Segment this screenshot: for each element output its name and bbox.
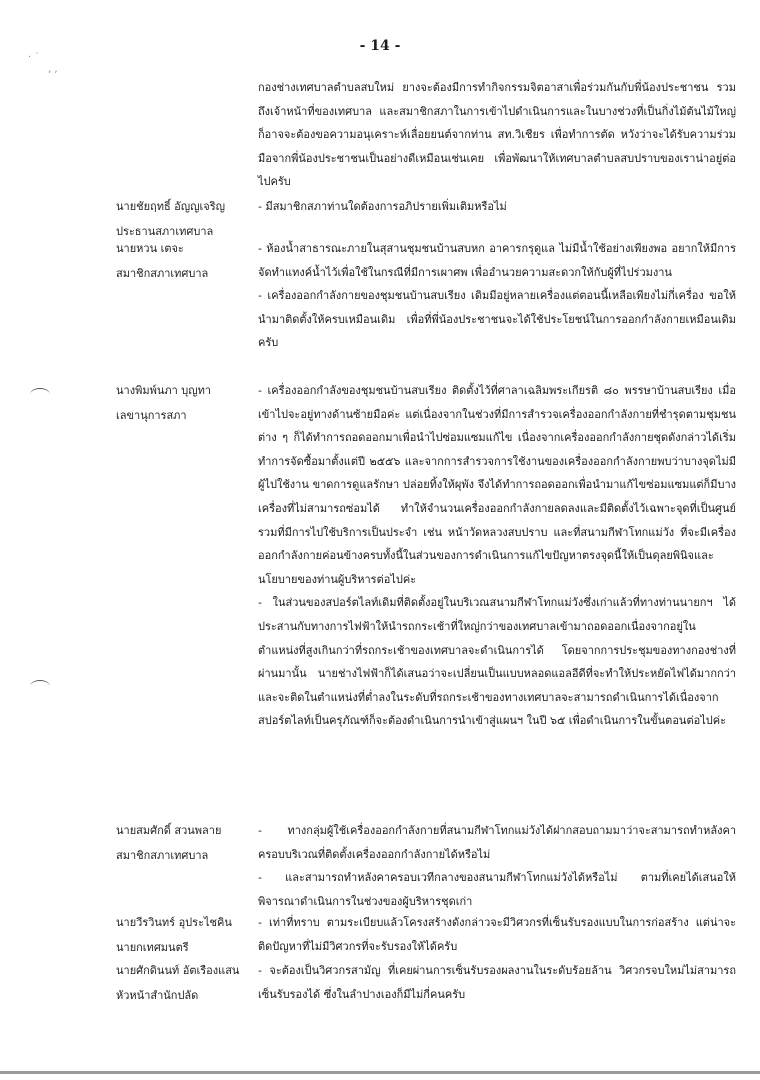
speaker-role: นายกเทศมนตรี (116, 941, 189, 954)
speaker-block (116, 958, 266, 1008)
speaker-name: นายหวน เตจะ (116, 242, 184, 255)
paragraph: - เครื่องออกกำลังกายของชุมชนบ้านสบเรียง เดิมมีอยู่หลายเครื่องแต่ตอนนี้เหลือเพียงไม่กี่เครื่อง ขอให้นำมาติดตั้งให้ครบเหมือนเดิม เพื่อที่พี่น้องประชาชนจะได้ใช้ประโยชน์ในการออกกำลังกายเหมือนเดิมครับ (258, 289, 736, 350)
entry-body (258, 76, 736, 194)
speaker-role: สมาชิกสภาเทศบาล (116, 849, 209, 862)
speaker-block (116, 236, 266, 286)
paragraph: - ในส่วนของสปอร์ตไลท์เดิมที่ติดตั้งอยู่ในบริเวณสนามกีฬาโทกแม่วังซึ่งเก่าแล้วที่ทางท่านนายกฯ ได้ประสานกับทางการไฟฟ้าให้นำรถกระเช้าที่ใหญ่กว่าของเทศบาลเข้ามาถอดออกเนื่องจากอยู่ในตำแหน่งที่สูงเกินกว่าที่รถกระเช้าของเทศบาลจะดำเนินการได้ โดยจากการประชุมของทางกองช่างที่ผ่านมานั้น นายช่างไฟฟ้าก็ได้เสนอว่าจะเปลี่ยนเป็นแบบหลอดแอลอีดีที่จะทำให้ประหยัดไฟได้มากกว่าและจะติดในตำแหน่งที่ต่ำลงในระดับที่รถกระเช้าของทางเทศบาลจะสามารถดำเนินการได้เนื่องจากสปอร์ตไลท์เป็นครุภัณฑ์ก็จะต้องดำเนินการนำเข้าสู่แผนฯ ในปี ๖๕ เพื่อดำเนินการในขั้นตอนต่อไปค่ะ (258, 596, 736, 728)
scan-edge (0, 1071, 760, 1074)
speaker-block (116, 378, 266, 428)
paragraph: กองช่างเทศบาลตำบลสบใหม่ ยางจะต้องมีการทำกิจกรรมจิตอาสาเพื่อร่วมกันกับพี่น้องประชาชน รวมถึงเจ้าหน้าที่ของเทศบาล และสมาชิกสภาในการเข้าไปดำเนินการและในบางช่วงที่เป็นกิ่งไม้ต้นไม้ใหญ่ก็อาจจะต้องขอความอนุเคราะห์เลื่อยยนต์จากท่าน สท.วิเชียร เพื่อทำการตัด หวังว่าจะได้รับความร่วมมือจากพี่น้องประชาชนเป็นอย่างดีเหมือนเช่นเคย เพื่อพัฒนาให้เทศบาลตำบลสบปราบของเราน่าอยู่ต่อไปครับ (258, 81, 736, 189)
entry-body (258, 819, 736, 913)
speaker-role: สมาชิกสภาเทศบาล (116, 267, 209, 280)
paragraph: - เท่าที่ทราบ ตามระเบียบแล้วโครงสร้างดังกล่าวจะมีวิศวกรที่เซ็นรับรองแบบในการก่อสร้าง แต่น่าจะติดปัญหาที่ไม่มีวิศวกรที่จะรับรองให้ได้ครับ (258, 916, 736, 953)
scan-speck: · ˙ (28, 52, 40, 63)
speaker-name: นางพิมพ์นภา บุญทา (116, 384, 212, 397)
margin-mark (30, 680, 50, 693)
entry-body (258, 911, 736, 958)
paragraph: - ห้องน้ำสาธารณะภายในสุสานชุมชนบ้านสบหก อาคารกรุดูแล ไม่มีน้ำใช้อย่างเพียงพอ อยากให้มีการจัดทำแทงค์น้ำไว้เพื่อใช้ในกรณีที่มีการเผาศพ เพื่ออำนวยความสะดวกให้กับผู้ที่ไปร่วมงาน (258, 242, 736, 279)
page-number: - 14 - (359, 38, 401, 54)
speaker-name: นายชัยฤทธิ์ อัญญเจริญ (116, 200, 226, 213)
paragraph: - มีสมาชิกสภาท่านใดต้องการอภิปรายเพิ่มเติมหรือไม่ (258, 200, 507, 213)
paragraph: - เครื่องออกกำลังของชุมชนบ้านสบเรียง ติดตั้งไว้ที่ศาลาเฉลิมพระเกียรติ ๘๐ พรรษาบ้านสบเรียง เมื่อเข้าไปจะอยู่ทางด้านซ้ายมือค่ะ แต่เนื่องจากในช่วงที่มีการสำรวจเครื่องออกกำลังกายที่ชำรุดตามชุมชนต่าง ๆ ก็ได้ทำการถอดออกมาเพื่อนำไปซ่อมแซมแก้ไข เนื่องจากเครื่องออกกำลังกายชุดดังกล่าวได้เริ่มทำการจัดซื้อมาตั้งแต่ปี ๒๕๕๖ และจากการสำรวจการใช้งานของเครื่องออกกำลังกายพบว่าบางจุดไม่มีผู้ไปใช้งาน ขาดการดูแลรักษา ปล่อยทิ้งให้ผุพัง จึงได้ทำการถอดออกเพื่อนำมาแก้ไขซ่อมแซมแต่ก็มีบางเครื่องที่ไม่สามารถซ่อมได้ ทำให้จำนวนเครื่องออกกำลังกายลดลงและมีติดตั้งไว้เฉพาะจุดที่เป็นศูนย์รวมที่มีการไปใช้บริการเป็นประจำ เช่น หน้าวัดหลวงสบปราบ และที่สนามกีฬาโทกแม่วัง ที่จะมีเครื่องออกกำลังกายค่อนข้างครบทั้งนี้ในส่วนของการดำเนินการแก้ไขปัญหาตรงจุดนี้ให้เป็นดุลยพินิจและนโยบายของท่านผู้บริหารต่อไปค่ะ (258, 384, 736, 586)
paragraph: - ทางกลุ่มผู้ใช้เครื่องออกกำลังกายที่สนามกีฬาโทกแม่วังได้ฝากสอบถามมาว่าจะสามารถทำหลังคาครอบบริเวณที่ติดตั้งเครื่องออกกำลังกายได้หรือไม่ (258, 824, 736, 861)
entry-body (258, 959, 736, 1006)
margin-mark (30, 388, 50, 401)
speaker-block (116, 910, 266, 960)
speaker-role: หัวหน้าสำนักปลัด (116, 989, 199, 1002)
speaker-name: นายศักดินนท์ อัตเรืองแสน (116, 964, 240, 977)
speaker-role: เลขานุการสภา (116, 409, 187, 422)
speaker-role: ประธานสภาเทศบาล (116, 225, 214, 238)
scan-speck: , , (48, 64, 58, 75)
speaker-block (116, 818, 266, 868)
entry-body (258, 237, 736, 355)
speaker-name: นายสมศักดิ์ สวนพลาย (116, 824, 222, 837)
entry-body (258, 195, 736, 219)
speaker-name: นายวีรวินทร์ อุประไชคิน (116, 916, 232, 929)
entry-body (258, 379, 736, 733)
paragraph: - จะต้องเป็นวิศวกรสามัญ ที่เคยผ่านการเซ็นรับรองผลงานในระดับร้อยล้าน วิศวกรจบใหม่ไม่สามารถเซ็นรับรองได้ ซึ่งในลำปางเองก็มีไม่กี่คนครับ (258, 964, 736, 1001)
paragraph: - และสามารถทำหลังคาครอบเวทีกลางของสนามกีฬาโทกแม่วังได้หรือไม่ ตามที่เคยได้เสนอให้พิจารณาดำเนินการในช่วงของผู้บริหารชุดเก่า (258, 871, 736, 908)
